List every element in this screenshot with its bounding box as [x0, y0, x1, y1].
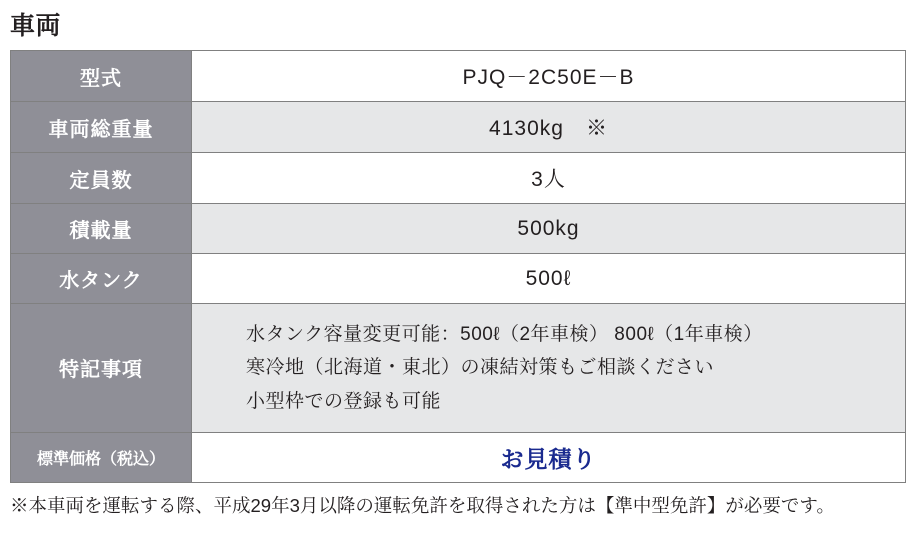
row-label-model: 型式 — [11, 51, 192, 102]
row-label-capacity: 定員数 — [11, 153, 192, 204]
row-label-water-tank: 水タンク — [11, 254, 192, 304]
row-value-gross-weight: 4130kg ※ — [192, 102, 906, 153]
row-label-notes: 特記事項 — [11, 304, 192, 433]
row-value-notes — [192, 304, 906, 433]
note-line-3: 小型枠での登録も可能 — [246, 390, 442, 412]
row-label-price: 標準価格（税込） — [11, 432, 192, 482]
row-label-gross-weight: 車両総重量 — [11, 102, 192, 153]
row-value-capacity: 3人 — [192, 153, 906, 204]
row-value-price — [192, 432, 906, 482]
row-value-payload: 500kg — [192, 204, 906, 254]
row-value-model: PJQ－2C50E－B — [192, 51, 906, 102]
table-row-price — [11, 432, 906, 482]
row-label-payload: 積載量 — [11, 204, 192, 254]
footnote-license: ※本車両を運転する際、平成29年3月以降の運転免許を取得された方は【準中型免許】が必要です。 — [10, 494, 835, 516]
table-row — [11, 204, 906, 254]
price-text: お見積り — [500, 445, 597, 472]
table-row — [11, 153, 906, 204]
page-title: 車両 — [10, 12, 62, 40]
vehicle-spec-table — [10, 50, 906, 483]
row-value-water-tank: 500ℓ — [192, 254, 906, 304]
table-row-notes — [11, 304, 906, 433]
spec-sheet-page — [0, 6, 918, 550]
table-row — [11, 51, 906, 102]
table-row — [11, 254, 906, 304]
table-row — [11, 102, 906, 153]
note-line-2: 寒冷地（北海道・東北）の凍結対策もご相談ください — [246, 357, 715, 379]
note-line-1: 水タンク容量変更可能：500ℓ（2年車検） 800ℓ（1年車検） — [246, 324, 763, 345]
